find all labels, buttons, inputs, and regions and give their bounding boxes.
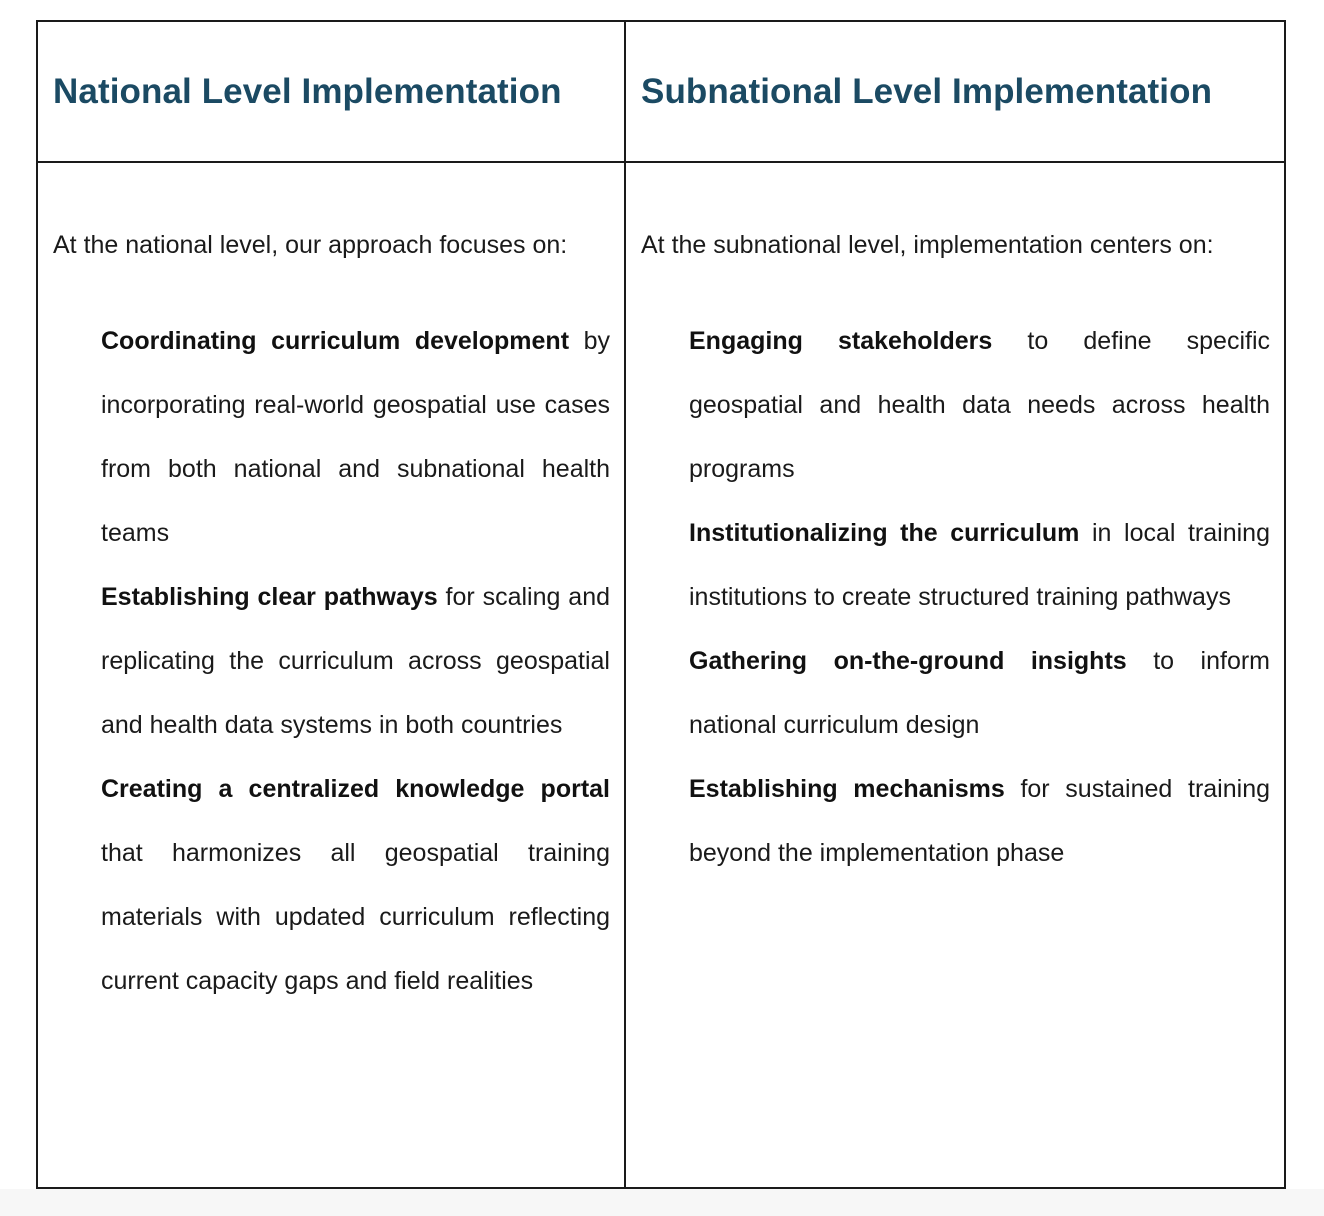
list-item-bold: Engaging stakeholders bbox=[689, 327, 993, 355]
list-item bbox=[101, 565, 610, 757]
list-item-text: to inform national curriculum design bbox=[689, 647, 1270, 739]
national-heading: National Level Implementation bbox=[53, 71, 562, 111]
list-item-text: by incorporating real-world geospatial use cases from both national and subnational health teams bbox=[101, 327, 610, 547]
subnational-heading: Subnational Level Implementation bbox=[641, 71, 1213, 111]
subnational-body-cell bbox=[626, 163, 1284, 1187]
list-item bbox=[689, 501, 1270, 629]
list-item-bold: Gathering on-the-ground insights bbox=[689, 647, 1127, 675]
subnational-header-cell bbox=[626, 22, 1284, 163]
list-item-text: for scaling and replicating the curriculum across geospatial and health data systems in both countries bbox=[101, 583, 610, 739]
list-item-text: to define specific geospatial and health data needs across health programs bbox=[689, 327, 1271, 483]
list-item-bold: Institutionalizing the curriculum bbox=[689, 519, 1080, 547]
subnational-list bbox=[641, 309, 1270, 885]
national-body-cell bbox=[38, 163, 626, 1187]
list-item bbox=[689, 757, 1270, 885]
list-item-bold: Coordinating curriculum development bbox=[101, 327, 570, 355]
list-item-text: that harmonizes all geospatial training materials with updated curriculum reflecting current capacity gaps and field realities bbox=[101, 839, 610, 995]
list-item-bold: Creating a centralized knowledge portal bbox=[101, 775, 610, 803]
list-item-text: in local training institutions to create structured training pathways bbox=[689, 519, 1270, 611]
implementation-table bbox=[36, 20, 1286, 1189]
list-item-bold: Establishing clear pathways bbox=[101, 583, 438, 611]
list-item bbox=[101, 757, 610, 1013]
list-item-bold: Establishing mechanisms bbox=[689, 775, 1005, 803]
national-intro: At the national level, our approach focuses on: bbox=[53, 231, 568, 259]
list-item bbox=[689, 629, 1270, 757]
list-item bbox=[101, 309, 610, 565]
subnational-intro: At the subnational level, implementation centers on: bbox=[641, 231, 1214, 259]
national-list bbox=[53, 309, 610, 1013]
national-header-cell bbox=[38, 22, 626, 163]
list-item bbox=[689, 309, 1270, 501]
page-bottom-strip bbox=[0, 1189, 1324, 1216]
list-item-text: for sustained training beyond the implementation phase bbox=[689, 775, 1270, 867]
